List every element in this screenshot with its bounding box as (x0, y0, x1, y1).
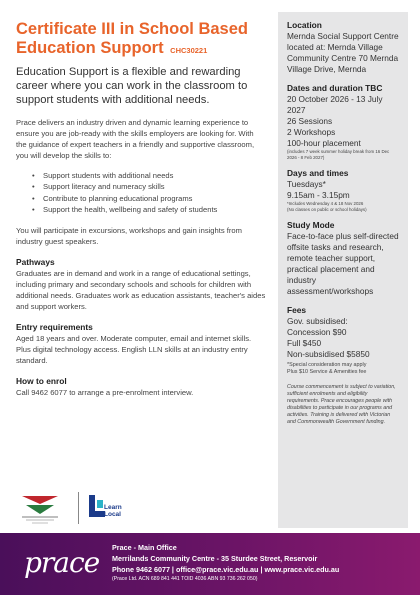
placement-note: (includes 7 week summer holiday break from 16 Dec 2026 - 8 Feb 2027) (287, 149, 390, 160)
learn-local-word2: Local (104, 511, 121, 518)
skills-list (32, 170, 266, 216)
list-item: • Support the health, wellbeing and safety of students (32, 204, 266, 215)
excursions-paragraph: You will participate in excursions, workshops and gain insights from industry guest speakers. (16, 225, 242, 246)
study-heading: Study Mode (287, 220, 335, 231)
entry-text: Aged 18 years and over. Moderate computer, email and internet skills. Plus digital technology access. English LLN skills at an industry entry standard. (16, 333, 252, 365)
dates-range: 20 October 2026 - 13 July 2027 (287, 94, 383, 115)
dates-section (287, 83, 399, 160)
learn-local-word1: Learn (104, 504, 122, 511)
office-contact: Phone 9462 6077 | office@prace.vic.edu.au | www.prace.vic.edu.au (112, 565, 340, 574)
fees-full: Full $450 (287, 338, 322, 349)
course-title-text: Certificate III in School Based Education Support (16, 20, 248, 57)
fees-note: *Special consideration may apply (287, 362, 367, 369)
government-crest-icon (18, 490, 62, 526)
location-heading: Location (287, 20, 322, 30)
days-note: *Includes Wednesday 4 & 18 Nov 2026 (287, 201, 364, 207)
info-sidebar (278, 12, 408, 528)
intro-paragraph: Prace delivers an industry driven and dynamic learning experience to ensure you are job-ready with the skills employers are looking for. With the guidance of expert teachers in a friendly and supportive classroom, you will develop the skills to: (16, 118, 255, 160)
learn-local-text (104, 504, 122, 518)
fees-concession: Concession $90 (287, 327, 347, 338)
study-section (287, 220, 399, 297)
fees-non-subsidised: Non-subsidised $5850 (287, 349, 370, 360)
days-section (287, 168, 399, 212)
fees-heading: Fees (287, 305, 307, 316)
legal-info: (Prace Ltd. ACN 689 841 441 TOID 4036 ABN 93 736 262 050) (112, 576, 258, 582)
course-code: CHC30221 (170, 46, 208, 55)
class-day: Tuesdays* (287, 179, 326, 190)
course-title (16, 20, 266, 60)
dates-heading: Dates and duration TBC (287, 83, 383, 93)
fees-subsidised: Gov. subsidised: (287, 316, 348, 327)
placement-hours: 100-hour placement (287, 138, 361, 148)
logo-divider (78, 492, 79, 524)
fees-section (287, 305, 399, 376)
study-text: Face-to-face plus self-directed offsite tasks and research, remote teacher support, practical placement and industry assessment/workshops (287, 231, 399, 297)
disclaimer: Course commencement is subject to variation, sufficient enrolments and eligibility requirements. Prace encourages people with disabilities to participate in our programs and activities. Training is delivered with Victorian and Commonwealth Government funding. (287, 383, 396, 425)
sessions-count: 26 Sessions (287, 116, 333, 126)
workshops-count: 2 Workshops (287, 127, 336, 137)
class-time: 9.15am - 3.15pm (287, 190, 350, 201)
list-item: • Support students with additional needs (32, 170, 266, 181)
location-text: Mernda Social Support Centre located at: Mernda Village Community Centre 70 Mernda Village Drive, Mernda (287, 31, 399, 74)
main-content (16, 20, 266, 398)
holidays-note: (No classes on public or school holidays) (287, 206, 367, 212)
days-heading: Days and times (287, 168, 349, 179)
enrol-heading: How to enrol (16, 375, 67, 386)
partner-logos (18, 490, 148, 530)
enrol-text: Call 9462 6077 to arrange a pre-enrolment interview. (16, 387, 194, 397)
location-section (287, 20, 399, 75)
fees-amenities: Plus $10 Service & Amenities fee (287, 369, 367, 376)
pathways-text: Graduates are in demand and work in a range of educational settings, including primary and secondary schools and schools for children with additional needs. Graduates work as education assistants, teacher's aides and support workers. (16, 268, 266, 311)
entry-heading: Entry requirements (16, 321, 93, 332)
office-title: Prace - Main Office (112, 543, 177, 552)
pathways-heading: Pathways (16, 256, 55, 267)
footer-bar (0, 533, 420, 595)
list-item: • Support literacy and numeracy skills (32, 181, 266, 192)
list-item: • Contribute to planning educational programs (32, 193, 266, 204)
prace-logo: prace (24, 546, 100, 579)
lead-paragraph: Education Support is a flexible and rewarding career where you can work in the classroom to support students with additional needs. (16, 66, 248, 106)
office-address: Merrilands Community Centre - 35 Sturdee Street, Reservoir (112, 554, 318, 563)
